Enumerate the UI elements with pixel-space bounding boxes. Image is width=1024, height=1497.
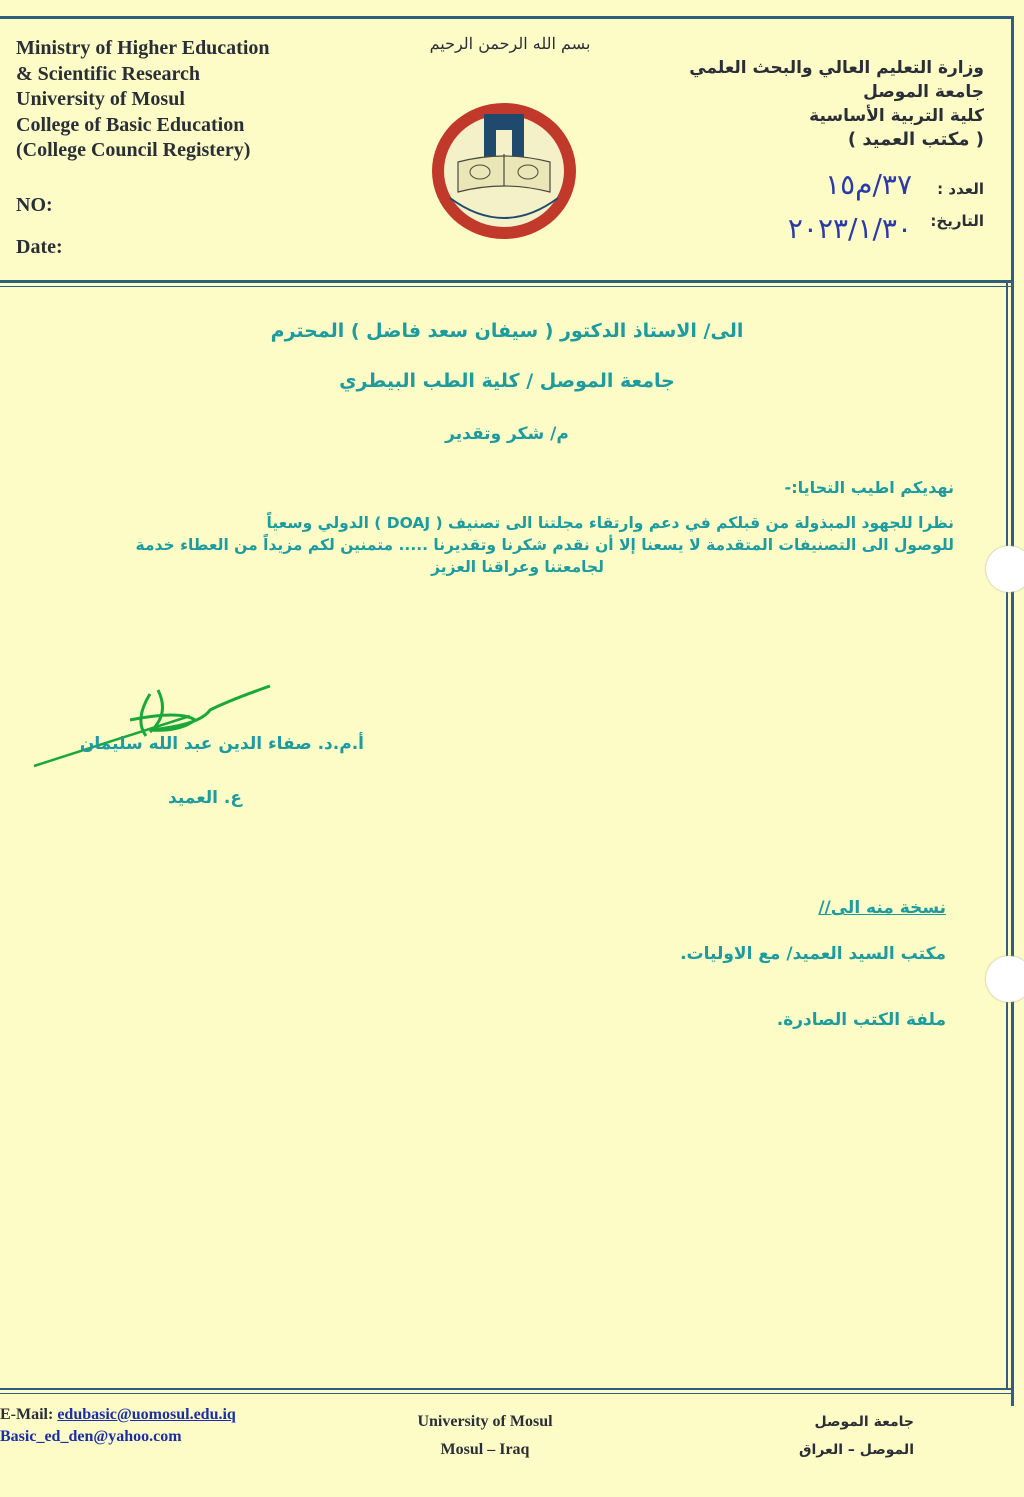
email-link-primary[interactable]: edubasic@uomosul.edu.iq xyxy=(57,1406,236,1423)
english-header-line: University of Mosul xyxy=(16,88,185,110)
footer-city: Mosul – Iraq xyxy=(440,1441,530,1458)
email-label: E-Mail: xyxy=(0,1406,54,1423)
email-secondary: Basic_ed_den@yahoo.com xyxy=(0,1428,182,1445)
body-line: للوصول الى التصنيفات المتقدمة لا يسعنا إلا أن نقدم شكرنا وتقديرنا ..... متمنين لكم مزيداً من العطاء خدمة xyxy=(135,536,954,554)
frame-right-border xyxy=(1011,16,1014,1406)
college-seal-logo xyxy=(428,100,580,242)
arabic-header-line: وزارة التعليم العالي والبحث العلمي xyxy=(689,58,984,78)
date-label: Date: xyxy=(16,236,63,258)
arabic-header-line: ( مكتب العميد ) xyxy=(847,129,984,150)
signature xyxy=(30,680,280,780)
header-divider-thin xyxy=(0,286,1014,287)
arabic-header-line: كلية التربية الأساسية xyxy=(809,106,984,126)
arabic-header-line: جامعة الموصل xyxy=(863,82,984,102)
arabic-header xyxy=(684,56,984,152)
email-row xyxy=(0,1404,236,1426)
institution-line: جامعة الموصل / كلية الطب البيطري xyxy=(339,370,675,392)
date-label-ar: التاريخ: xyxy=(930,212,984,230)
footer-arabic-line: جامعة الموصل xyxy=(814,1414,914,1430)
copy-to-item: ملفة الكتب الصادرة. xyxy=(776,1010,946,1030)
signatory-title: ع. العميد xyxy=(168,788,242,808)
footer-divider xyxy=(0,1388,1014,1390)
subject-line: م/ شكر وتقدير xyxy=(445,424,569,444)
punch-hole xyxy=(986,956,1024,1002)
copy-to-item: مكتب السيد العميد/ مع الاوليات. xyxy=(680,944,946,964)
handwritten-number: ٣٧/م١٥ xyxy=(825,168,912,201)
frame-top-border xyxy=(0,16,1014,19)
footer-arabic xyxy=(799,1408,914,1464)
signatory-name: أ.م.د. صفاء الدين عبد الله سليمان xyxy=(79,734,364,754)
footer-contact xyxy=(0,1404,236,1448)
footer-center xyxy=(400,1408,570,1464)
no-label: NO: xyxy=(16,194,53,216)
copy-to-label: نسخة منه الى// xyxy=(818,898,946,918)
header-divider xyxy=(0,280,1014,283)
footer-university: University of Mosul xyxy=(417,1413,553,1430)
frame-right-inner-border xyxy=(1006,280,1008,1390)
english-header-line: & Scientific Research xyxy=(16,62,201,85)
recipient-line: الى/ الاستاذ الدكتور ( سيفان سعد فاضل ) المحترم xyxy=(270,320,744,342)
body-line: نظرا للجهود المبذولة من قبلكم في دعم وارتقاء مجلتنا الى تصنيف ( DOAJ ) الدولي وسعياً xyxy=(266,514,954,532)
body-paragraph xyxy=(54,512,954,578)
number-label-ar: العدد : xyxy=(937,180,984,198)
handwritten-date: ٢٠٢٣/١/٣٠ xyxy=(787,212,912,245)
greeting: نهديكم اطيب التحايا:- xyxy=(784,478,954,497)
body-line: لجامعتنا وعراقنا العزيز xyxy=(431,558,604,576)
english-header-line: (College Council Registery) xyxy=(16,139,251,161)
footer-arabic-line: الموصل – العراق xyxy=(799,1442,914,1458)
english-header-line: Ministry of Higher Education xyxy=(16,37,270,59)
english-header xyxy=(16,36,270,164)
basmala: بسم الله الرحمن الرحيم xyxy=(429,34,591,53)
english-header-line: College of Basic Education xyxy=(16,113,245,136)
footer-divider-thin xyxy=(0,1393,1014,1394)
punch-hole xyxy=(986,546,1024,592)
